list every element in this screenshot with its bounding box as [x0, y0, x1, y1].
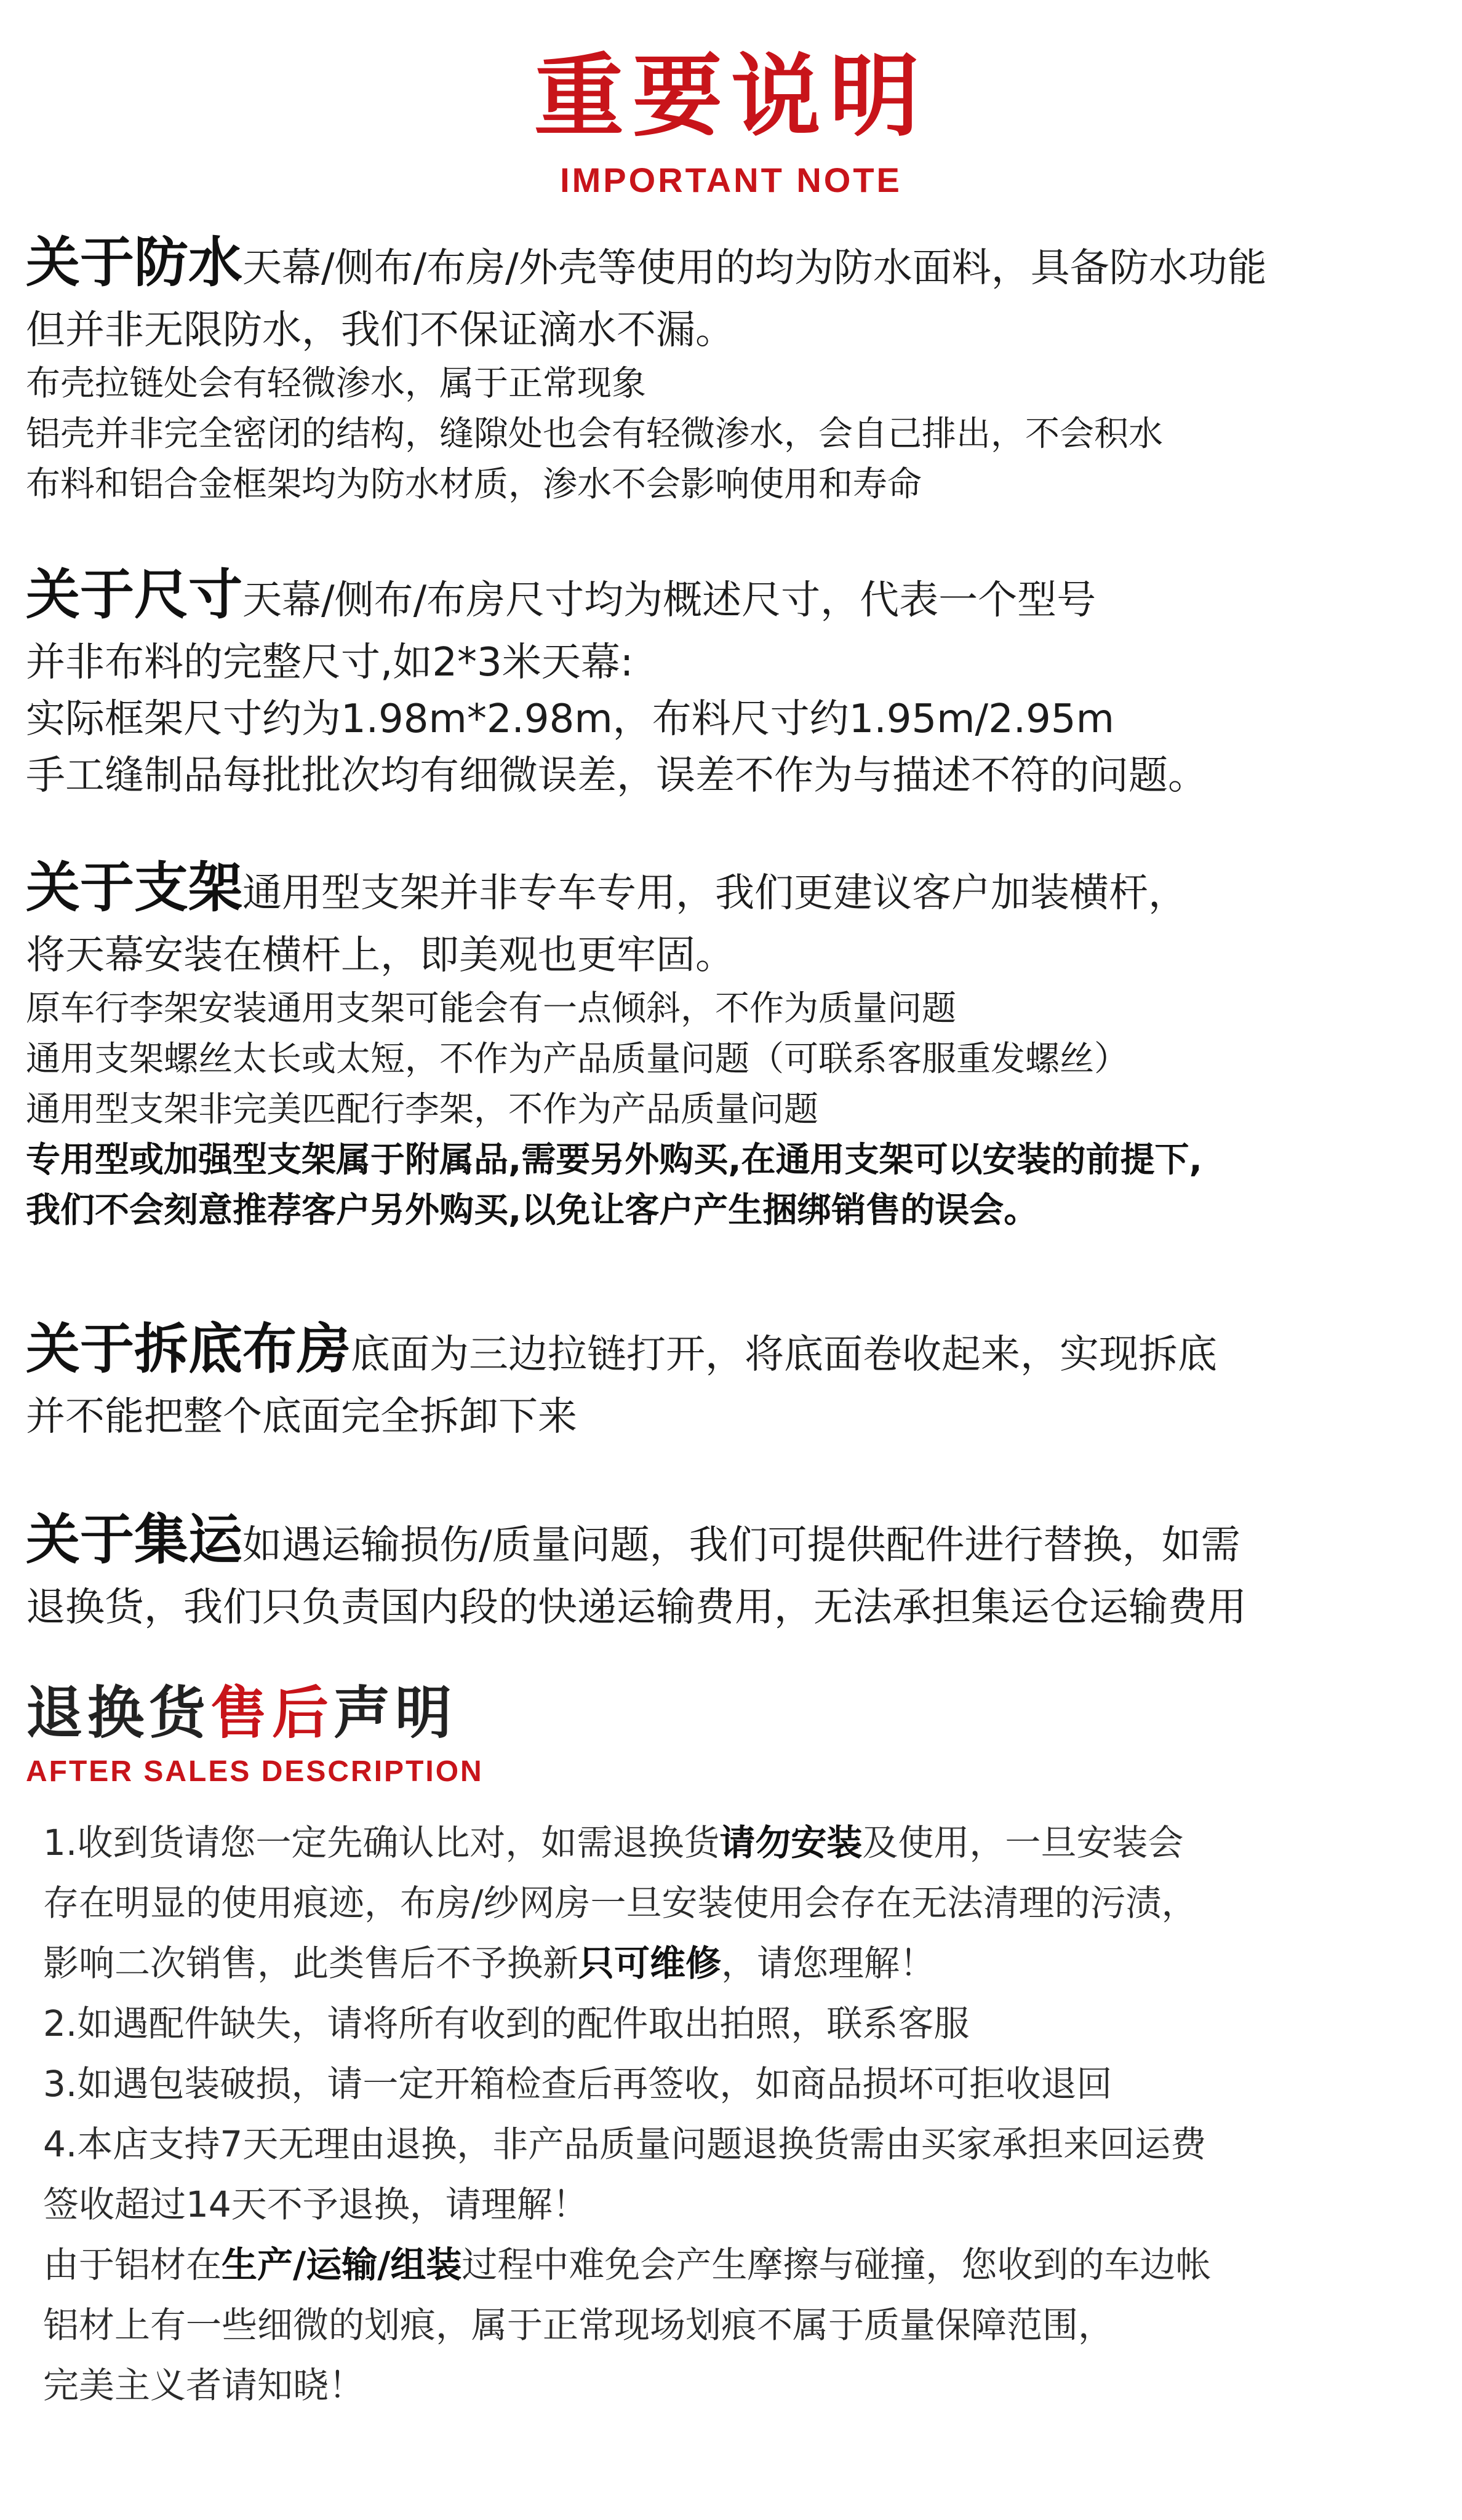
bracket-text-4: 通用支架螺丝太长或太短，不作为产品质量问题（可联系客服重发螺丝）	[26, 1039, 1128, 1079]
after-line-2: 存在明显的使用痕迹，布房/纱网房一旦安装使用会存在无法清理的污渍，	[43, 1882, 1197, 1924]
size-section	[26, 561, 1435, 804]
after-line-3	[43, 1933, 1434, 1993]
bracket-text-6: 专用型或加强型支架属于附属品,需要另外购买,在通用支架可以安装的前提下,	[26, 1140, 1202, 1180]
size-heading: 关于尺寸	[26, 563, 243, 626]
bracket-text-5: 通用型支架非完美匹配行李架，不作为产品质量问题	[26, 1090, 818, 1130]
after-sales-body	[43, 1812, 1434, 2415]
after-line-5: 3.如遇包装破损，请一定开箱检查后再签收，如商品损坏可拒收退回	[43, 2063, 1112, 2105]
after-line-3-a: 影响二次销售，此类售后不予换新	[43, 1942, 579, 1984]
bracket-heading: 关于支架	[26, 856, 243, 919]
after-sales-subtitle: AFTER SALES DESCRIPTION	[26, 1755, 484, 1788]
after-line-8-b: 生产/运输/组装	[222, 2244, 462, 2286]
waterproof-text-5: 布料和铝合金框架均为防水材质，渗水不会影响使用和寿命	[26, 465, 922, 504]
after-line-8	[43, 2235, 1434, 2295]
after-line-8-c: 过程中难免会产生摩擦与碰撞，您收到的车边帐	[461, 2244, 1212, 2286]
tent-text-2: 并不能把整个底面完全拆卸下来	[26, 1394, 577, 1440]
page-title: 重要说明	[534, 44, 928, 149]
after-sales-title-part-3: 声明	[334, 1680, 457, 1746]
after-sales-title	[26, 1680, 457, 1747]
bracket-text-2: 将天幕安装在横杆上，即美观也更牢固。	[26, 933, 735, 978]
after-line-3-c: ，请您理解！	[721, 1942, 936, 1984]
after-line-3-b: 只可维修	[578, 1942, 722, 1984]
waterproof-text-2: 但并非无限防水，我们不保证滴水不漏。	[26, 308, 735, 353]
size-text-1: 天幕/侧布/布房尺寸均为概述尺寸，代表一个型号	[242, 578, 1096, 623]
waterproof-text-3: 布壳拉链处会有轻微渗水，属于正常现象	[26, 364, 646, 404]
shipping-section	[26, 1506, 1435, 1636]
after-sales-title-part-2: 售后	[210, 1680, 334, 1746]
after-line-1-b: 请勿安装	[719, 1822, 863, 1864]
bracket-section	[26, 854, 1435, 1236]
size-text-3: 实际框架尺寸约为1.98m*2.98m，布料尺寸约1.95m/2.95m	[26, 696, 1114, 742]
bracket-text-3: 原车行李架安装通用支架可能会有一点倾斜，不作为质量问题	[26, 989, 956, 1029]
size-text-2: 并非布料的完整尺寸,如2*3米天幕:	[26, 640, 634, 685]
bracket-text-1: 通用型支架并非专车专用，我们更建议客户加装横杆，	[242, 871, 1188, 916]
after-line-7: 签收超过14天不予退换，请理解！	[43, 2183, 588, 2225]
shipping-text-1: 如遇运输损伤/质量问题，我们可提供配件进行替换，如需	[242, 1523, 1240, 1568]
after-sales-title-part-1: 退换货	[26, 1680, 211, 1746]
after-line-1-a: 1.收到货请您一定先确认比对，如需退换货	[43, 1822, 720, 1864]
after-line-8-a: 由于铝材在	[43, 2244, 222, 2286]
after-line-10: 完美主义者请知晓！	[43, 2364, 365, 2406]
after-line-1-c: 及使用，一旦安装会	[862, 1822, 1184, 1864]
after-line-9: 铝材上有一些细微的划痕，属于正常现场划痕不属于质量保障范围，	[43, 2304, 1114, 2346]
waterproof-text-1: 天幕/侧布/布房/外壳等使用的均为防水面料，具备防水功能	[242, 245, 1267, 291]
after-line-1	[43, 1812, 1434, 1873]
tent-text-1: 底面为三边拉链打开，将底面卷收起来，实现拆底	[351, 1332, 1218, 1378]
shipping-heading: 关于集运	[26, 1508, 243, 1571]
waterproof-section	[26, 229, 1435, 510]
bracket-text-7: 我们不会刻意推荐客户另外购买,以免让客户产生捆绑销售的误会。	[26, 1190, 1039, 1230]
tent-section	[26, 1315, 1435, 1445]
page-subtitle: IMPORTANT NOTE	[560, 161, 902, 199]
waterproof-text-4: 铝壳并非完全密闭的结构，缝隙处也会有轻微渗水，会自己排出，不会积水	[26, 414, 1163, 454]
tent-heading: 关于拆底布房	[26, 1317, 351, 1381]
size-text-4: 手工缝制品每批批次均有细微误差，误差不作为与描述不符的问题。	[26, 753, 1207, 799]
after-line-4: 2.如遇配件缺失，请将所有收到的配件取出拍照，联系客服	[43, 2003, 970, 2044]
shipping-text-2: 退换货，我们只负责国内段的快递运输费用，无法承担集运仓运输费用	[26, 1585, 1247, 1630]
waterproof-heading: 关于防水	[26, 231, 243, 294]
after-line-6: 4.本店支持7天无理由退换，非产品质量问题退换货需由买家承担来回运费	[43, 2123, 1207, 2165]
